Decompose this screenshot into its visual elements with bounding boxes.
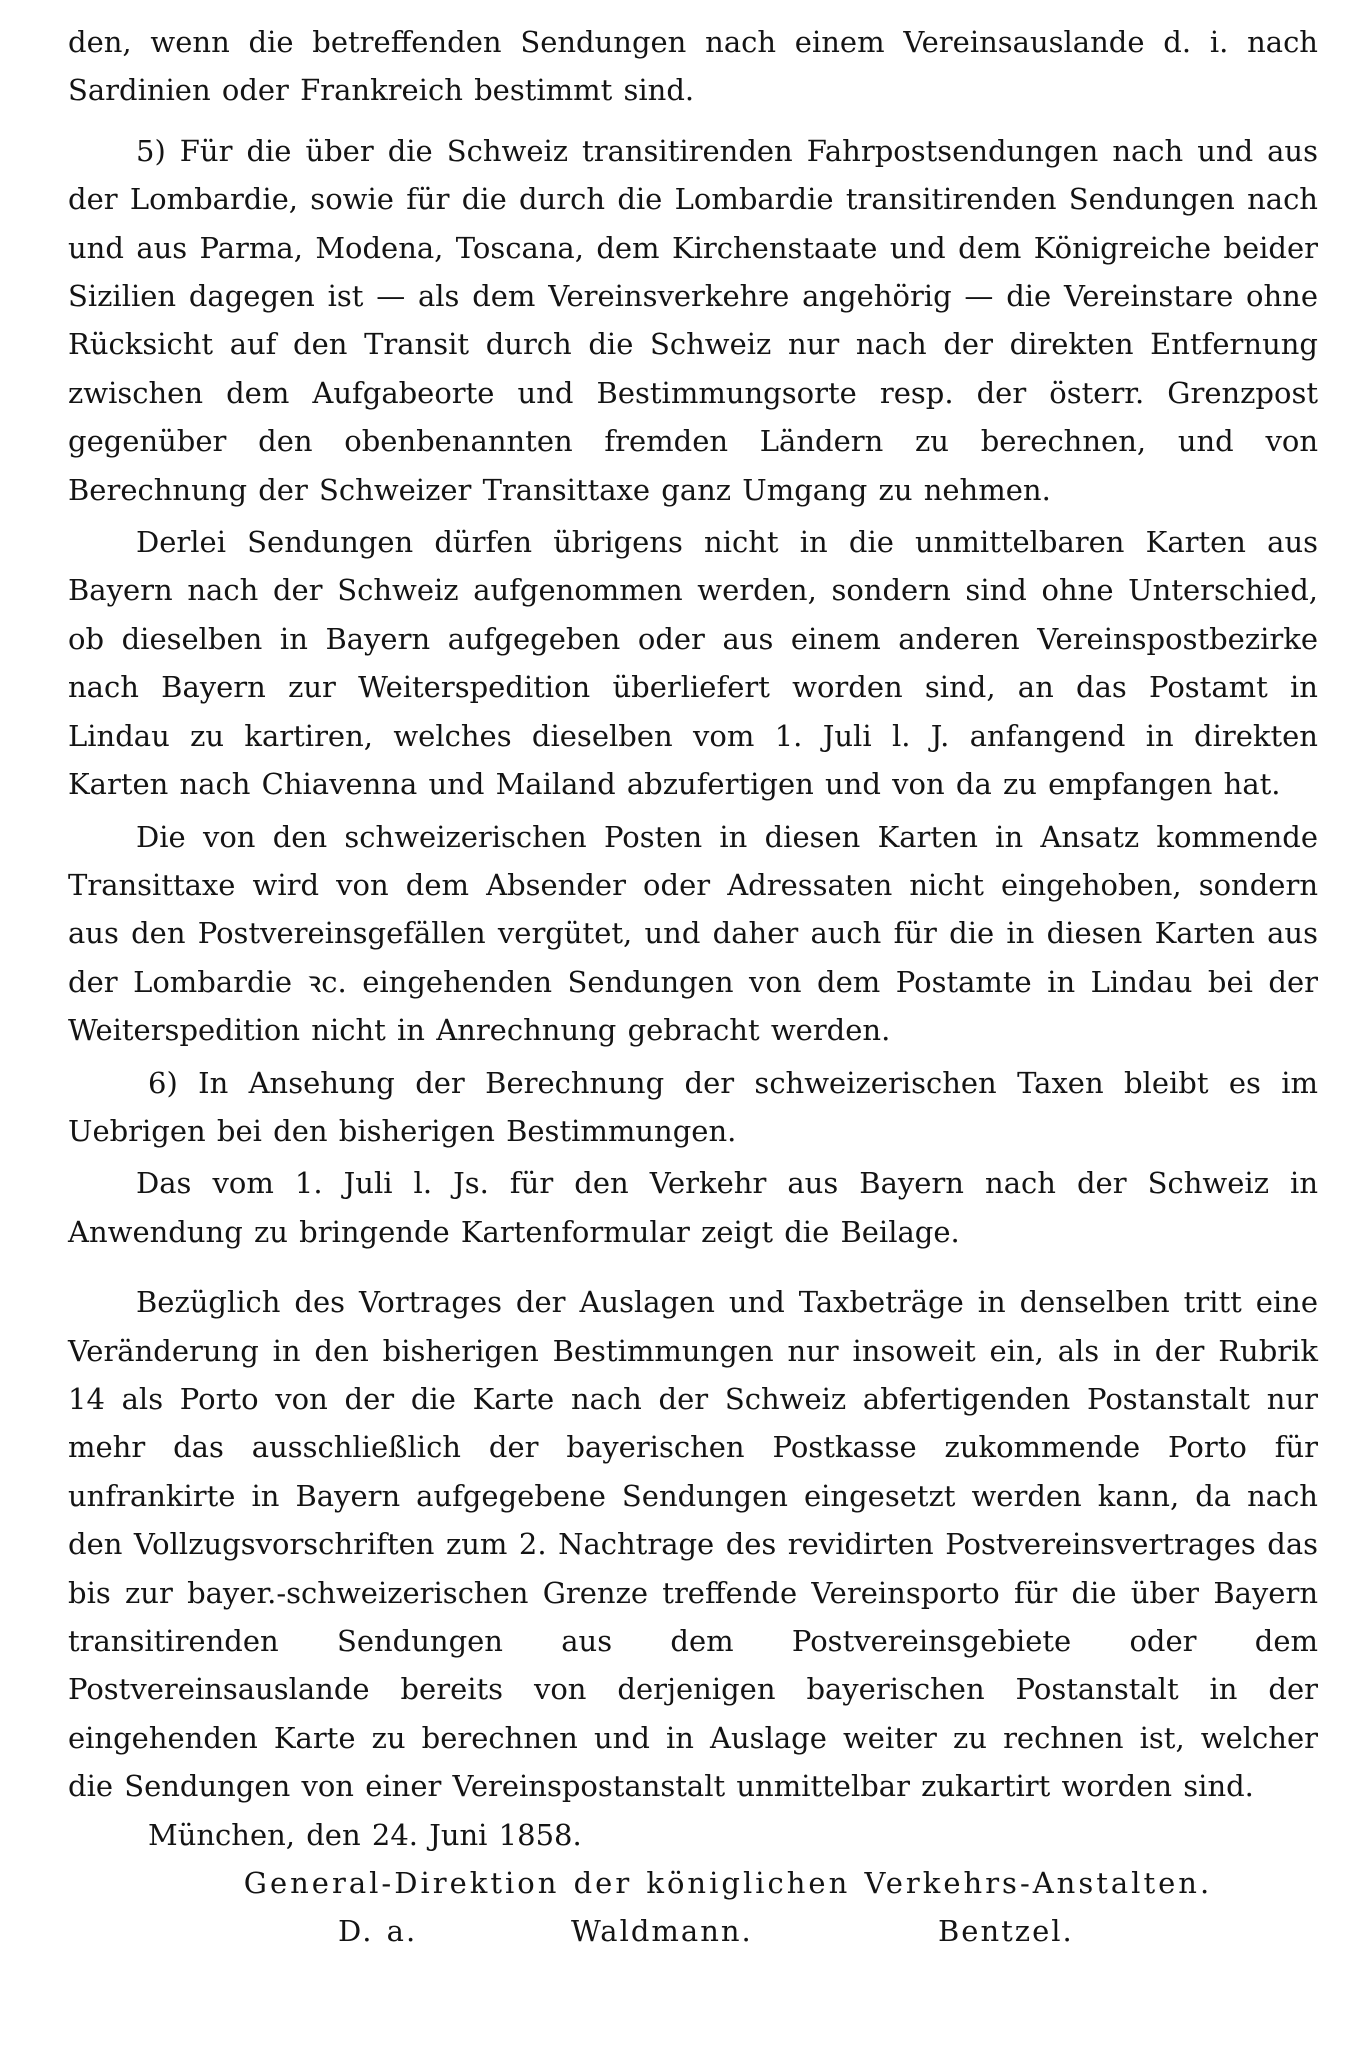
- issuing-authority: General-Direktion der königlichen Verkehrs-Anstalten.: [243, 1866, 1213, 1901]
- signature-waldmann: Waldmann.: [571, 1914, 753, 1949]
- place-date-line: München, den 24. Juni 1858.: [148, 1817, 582, 1852]
- paragraph-continuation: den, wenn die betreffenden Sendungen nach einem Vereinsauslande d. i. nach Sardinien oder Frankreich bestimmt sind.: [68, 25, 1318, 108]
- paragraph-transit-tax: Die von den schweizerischen Posten in diesen Karten in Ansatz kommende Transittaxe wird von dem Absender oder Adressaten nicht eingehoben, sondern aus den Postvereinsgefällen vergütet, und daher auch für die in diesen Karten aus der Lombardie ꝛc. eingehenden Sendungen von dem Postamte in Lindau bei der Weiterspedition nicht in Anrechnung gebracht werden.: [68, 819, 1318, 1048]
- paragraph-section-6: 6) In Ansehung der Berechnung der schweizerischen Taxen bleibt es im Uebrigen bei den bisherigen Bestimmungen.: [68, 1065, 1318, 1148]
- paragraph-lindau-routing: Derlei Sendungen dürfen übrigens nicht in die unmittelbaren Karten aus Bayern nach der Schweiz aufgenommen werden, sondern sind ohne Unterschied, ob dieselben in Bayern aufgegeben oder aus einem anderen Vereinspostbezirke nach Bayern zur Weiterspedition überliefert worden sind, an das Postamt in Lindau zu kartiren, welches dieselben vom 1. Juli l. J. anfangend in direkten Karten nach Chiavenna und Mailand abzufertigen und von da zu empfangen hat.: [68, 525, 1318, 802]
- paragraph-section-5: 5) Für die über die Schweiz transitirenden Fahrpostsendungen nach und aus der Lombardie, sowie für die durch die Lombardie transitirenden Sendungen nach und aus Parma, Modena, Toscana, dem Kirchenstaate und dem Königreiche beider Sizilien dagegen ist — als dem Vereinsverkehre angehörig — die Vereinstare ohne Rücksicht auf den Transit durch die Schweiz nur nach der direkten Entfernung zwischen dem Aufgabeorte und Bestimmungsorte resp. der österr. Grenzpost gegenüber den obenbenannten fremden Ländern zu berechnen, und von Berechnung der Schweizer Transittaxe ganz Umgang zu nehmen.: [68, 133, 1318, 507]
- signature-block: [68, 1907, 1318, 1957]
- document-page: [68, 18, 1318, 1957]
- signature-bentzel: Bentzel.: [938, 1914, 1074, 1949]
- paragraph-card-form: Das vom 1. Juli l. Js. für den Verkehr aus Bayern nach der Schweiz in Anwendung zu bringende Kartenformular zeigt die Beilage.: [68, 1166, 1318, 1249]
- paragraph-expenses: Bezüglich des Vortrages der Auslagen und Taxbeträge in denselben tritt eine Veränderung in den bisherigen Bestimmungen nur insoweit ein, als in der Rubrik 14 als Porto von der die Karte nach der Schweiz abfertigenden Postanstalt nur mehr das ausschließlich der bayerischen Postkasse zukommende Porto für unfrankirte in Bayern aufgegebene Sendungen eingesetzt werden kann, da nach den Vollzugsvorschriften zum 2. Nachtrage des revidirten Postvereinsvertrages das bis zur bayer.-schweizerischen Grenze treffende Vereinsporto für die über Bayern transitirenden Sendungen aus dem Postvereinsgebiete oder dem Postvereinsauslande bereits von derjenigen bayerischen Postanstalt in der eingehenden Karte zu berechnen und in Auslage weiter zu rechnen ist, welcher die Sendungen von einer Vereinspostanstalt unmittelbar zukartirt worden sind.: [68, 1285, 1318, 1804]
- signature-da: D. a.: [338, 1914, 418, 1949]
